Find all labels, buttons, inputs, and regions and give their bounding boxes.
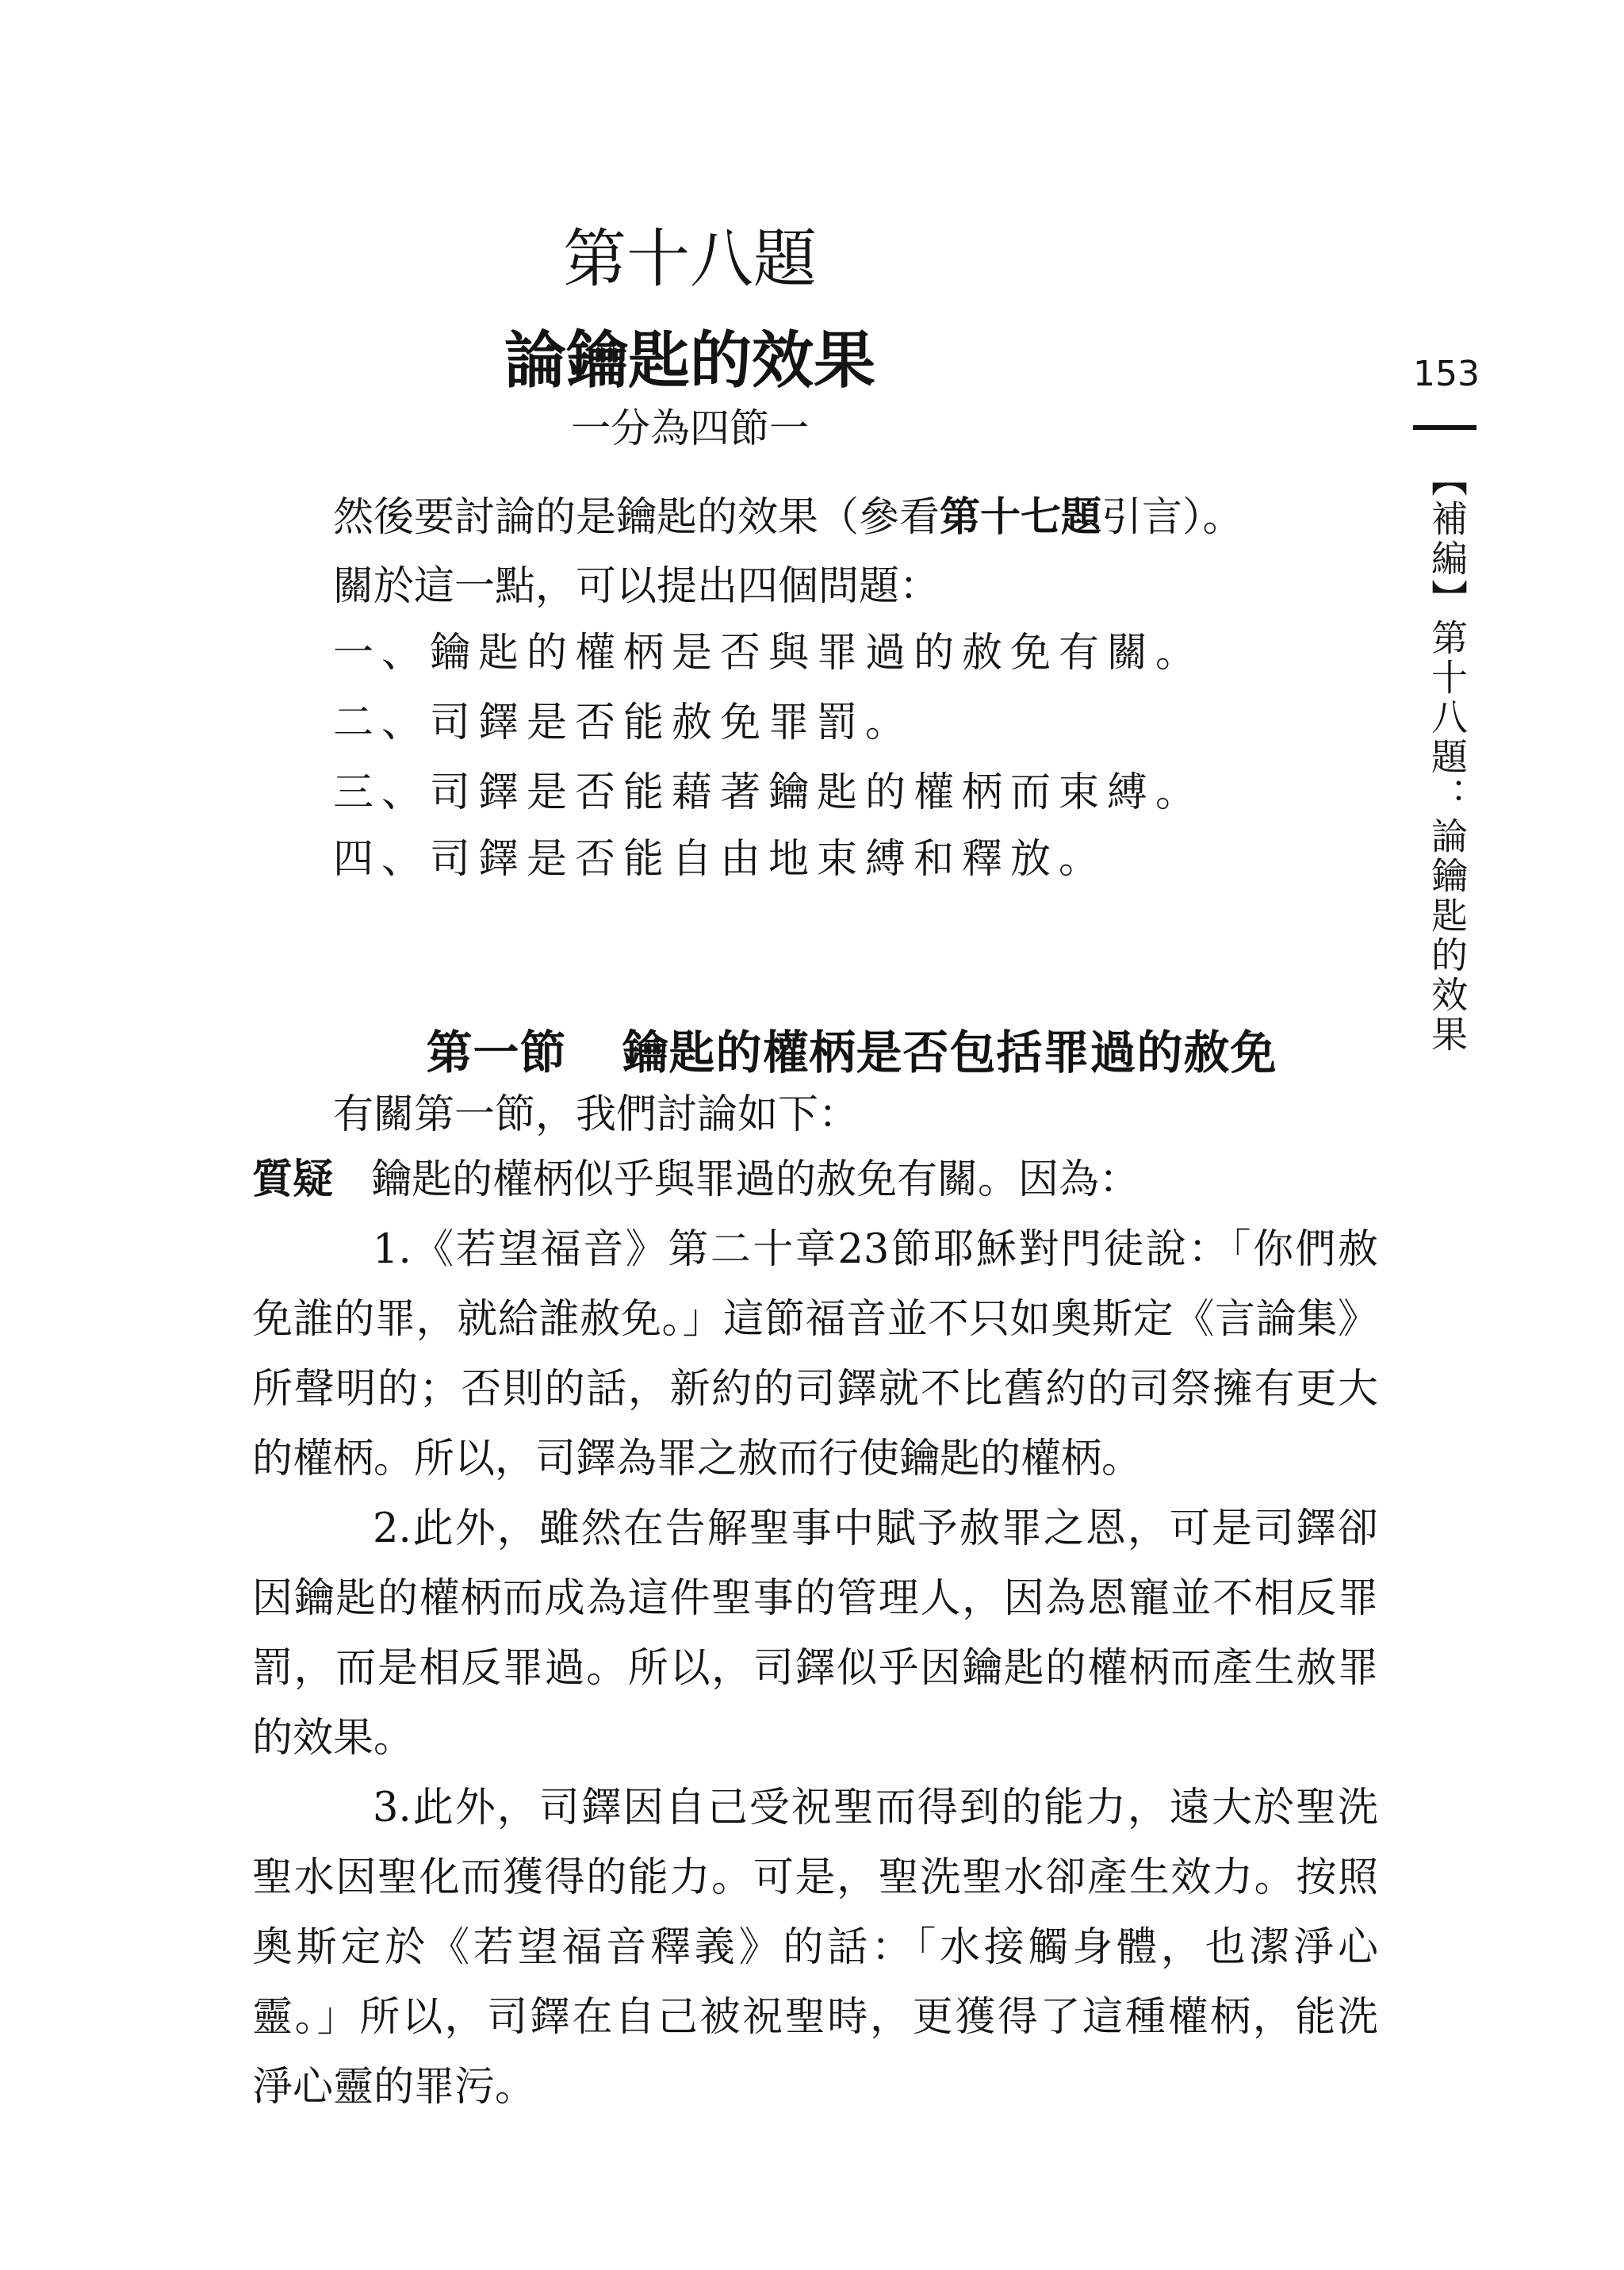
objection-text: 鑰匙的權柄似乎與罪過的赦免有關。因為： [371,1156,1140,1203]
body-line-13: 淨心靈的罪污。 [252,2064,536,2111]
margin-rule [1413,425,1477,430]
section-number: 第一節 [426,1026,567,1079]
body-line-10: 聖水因聖化而獲得的能力。可是，聖洗聖水卻產生效力。按照 [252,1854,1378,1901]
section-lead: 有關第一節，我們討論如下： [333,1091,860,1138]
running-head: 【補編】第十八題：論鑰匙的效果 [1426,460,1469,1055]
topic-heading: 第十八題 [563,222,817,296]
body-line-9: 3.此外，司鐸因自己受祝聖而得到的能力，遠大於聖洗 [373,1785,1378,1831]
objection [252,1148,1378,1212]
question-4: 四、司鐸是否能自由地束縛和釋放。 [333,836,1108,883]
chapter-subtitle: 一分為四節一 [571,405,809,451]
section-heading [0,1015,1624,1082]
question-3: 三、司鐸是否能藉著鑰匙的權柄而束縛。 [333,769,1205,816]
page-number: 153 [1413,354,1480,394]
body-line-3: 所聲明的；否則的話，新約的司鐸就不比舊約的司祭擁有更大 [252,1366,1378,1413]
body-line-5: 2.此外，雖然在告解聖事中賦予赦罪之恩，可是司鐸卻 [373,1505,1378,1552]
intro-reference: 第十七題 [940,493,1102,541]
body-line-7: 罰，而是相反罪過。所以，司鐸似乎因鑰匙的權柄而產生赦罪 [252,1645,1378,1692]
body-line-2: 免誰的罪，就給誰赦免。」這節福音並不只如奧斯定《言論集》 [252,1296,1378,1343]
objection-label: 質疑 [252,1156,334,1203]
body-line-11: 奧斯定於《若望福音釋義》的話：「水接觸身體，也潔淨心 [252,1924,1378,1971]
intro-line-2: 關於這一點，可以提出四個問題： [333,563,940,610]
body-line-8: 的效果。 [252,1715,415,1762]
question-1: 一、鑰匙的權柄是否與罪過的赦免有關。 [333,630,1205,677]
body-line-12: 靈。」所以，司鐸在自己被祝聖時，更獲得了這種權柄，能洗 [252,1994,1378,2041]
intro-text-b: 引言）。 [1101,494,1243,541]
body-line-4: 的權柄。所以，司鐸為罪之赦而行使鑰匙的權柄。 [252,1436,1143,1482]
intro-text-a: 然後要討論的是鑰匙的效果（參看 [333,494,940,541]
section-title: 鑰匙的權柄是否包括罪過的赦免 [622,1026,1277,1079]
chapter-title: 論鑰匙的效果 [504,325,875,397]
question-2: 二、司鐸是否能赦免罪罰。 [333,700,914,746]
body-line-6: 因鑰匙的權柄而成為這件聖事的管理人，因為恩寵並不相反罪 [252,1575,1378,1622]
intro-line-1 [333,485,1364,550]
body-line-1: 1.《若望福音》第二十章23節耶穌對門徒說：「你們赦 [373,1226,1378,1273]
